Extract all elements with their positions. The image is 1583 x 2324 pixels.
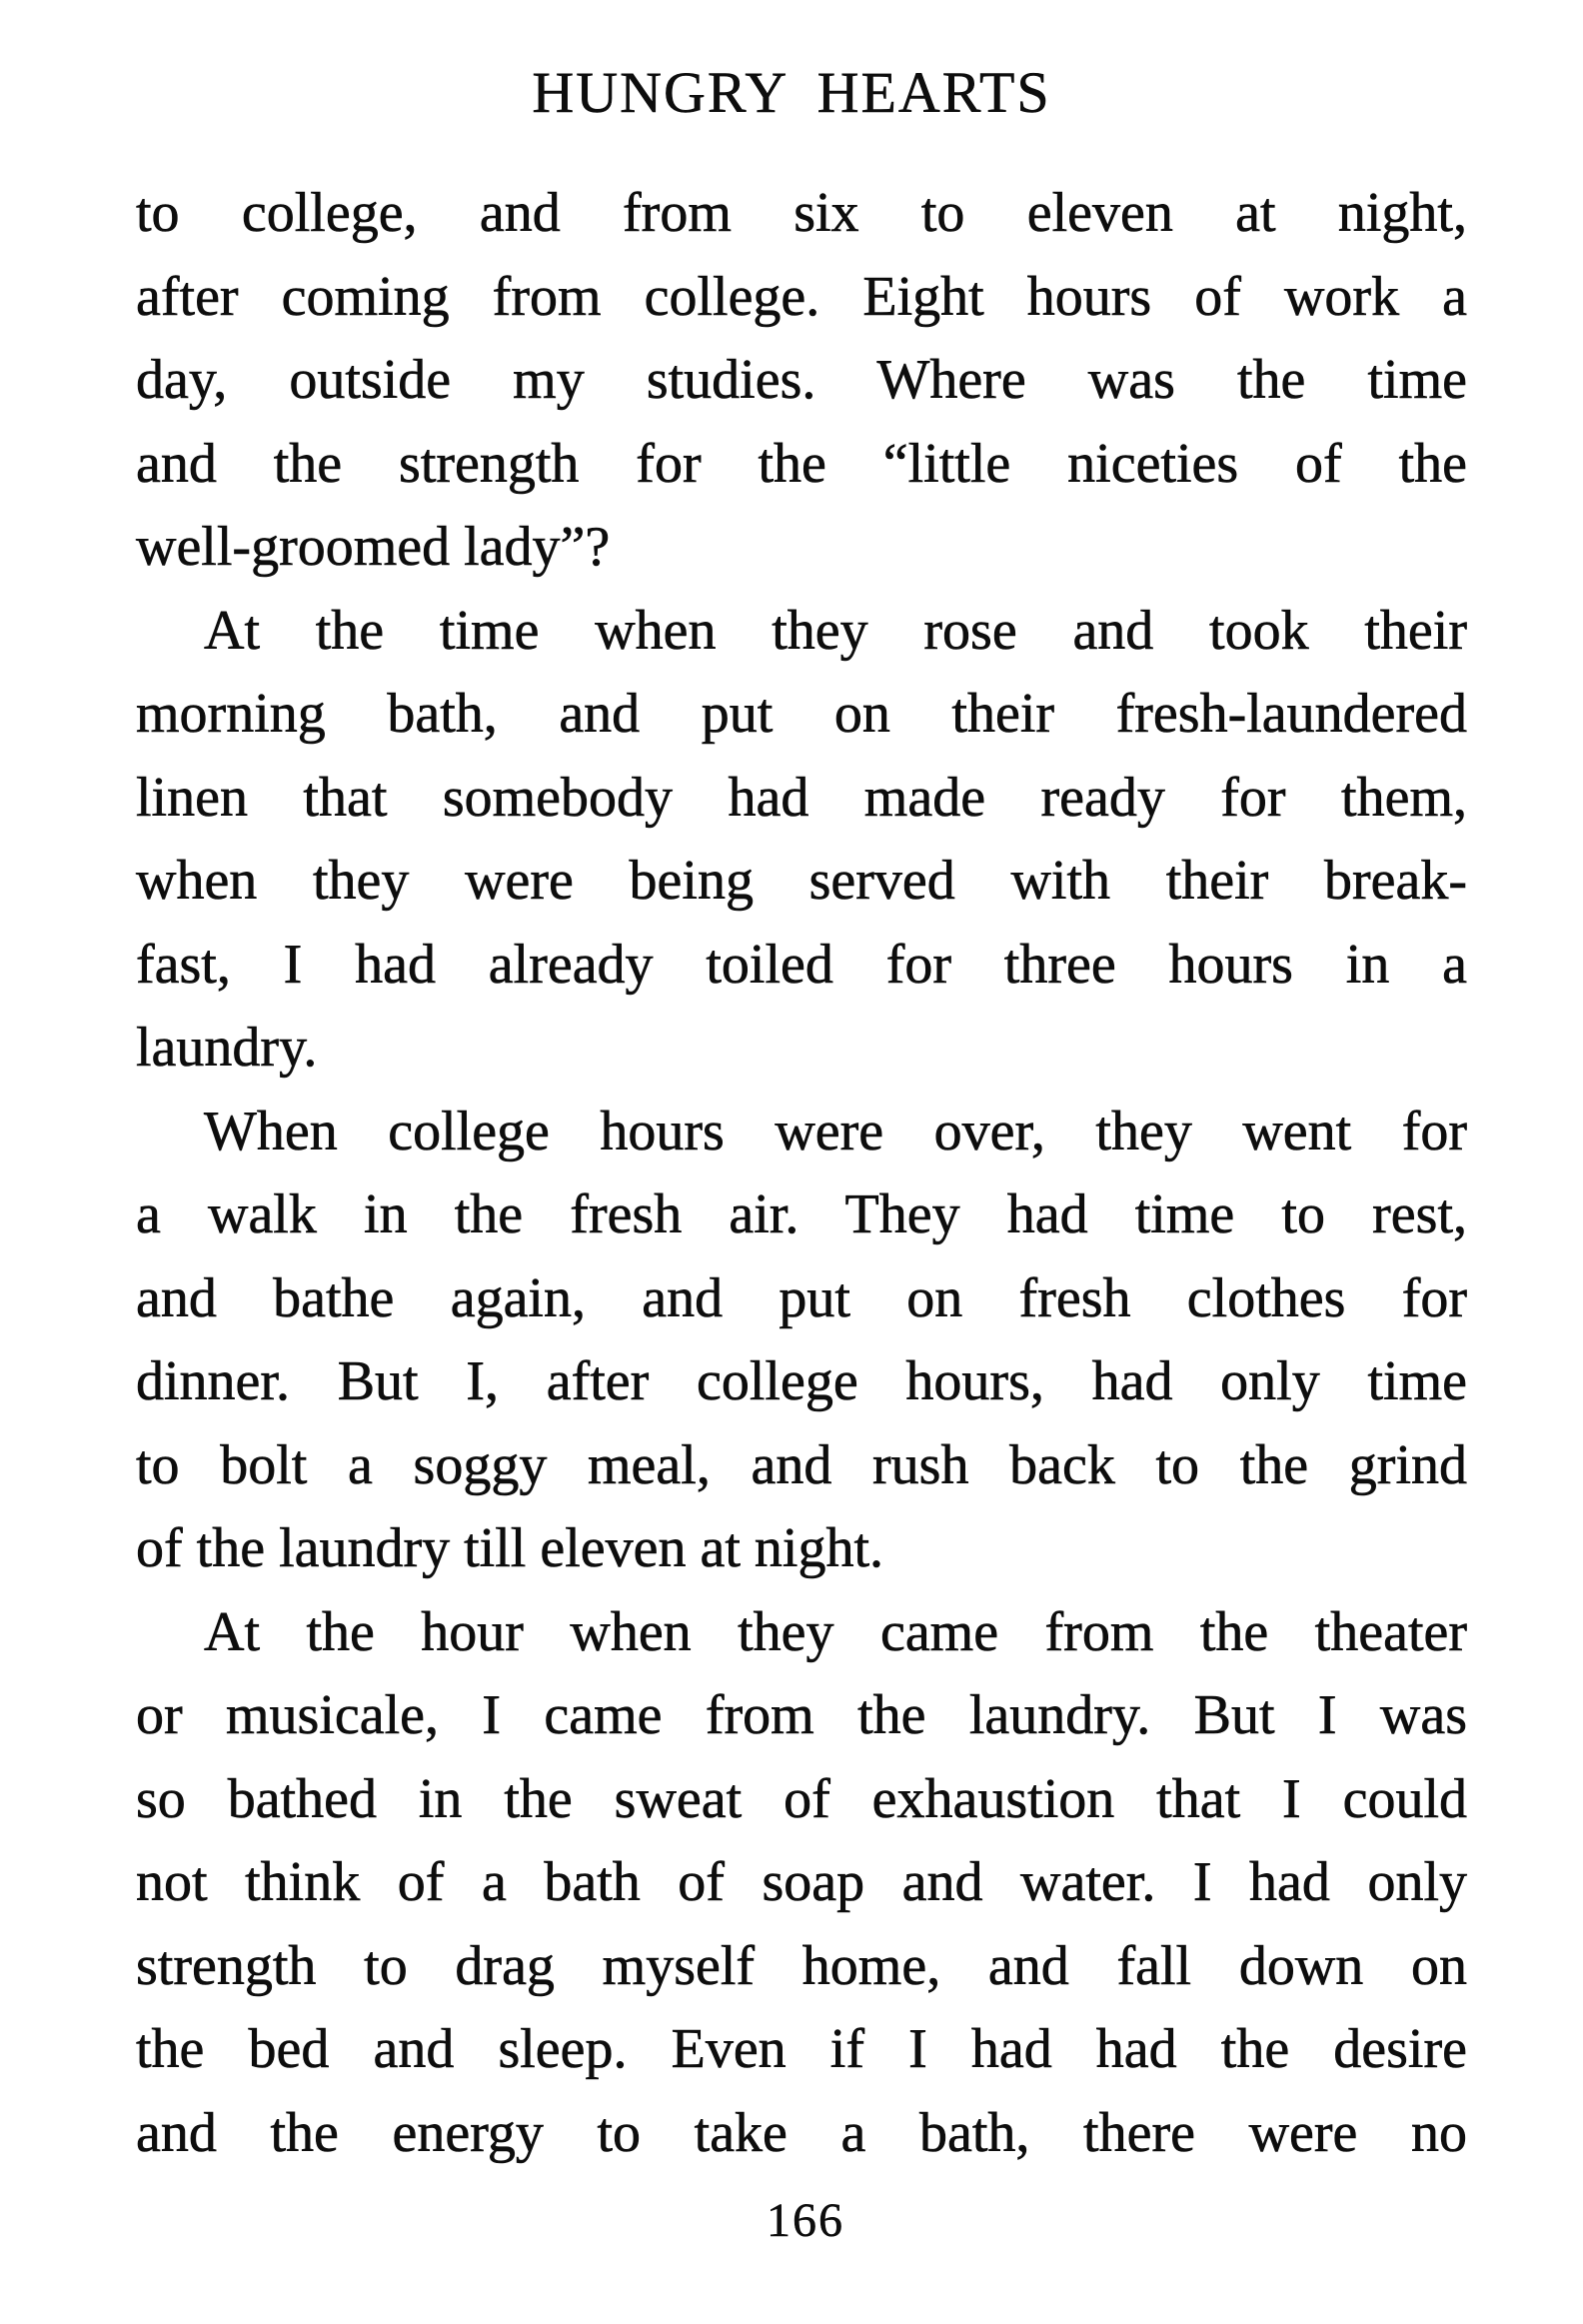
text-line: fast, I had already toiled for three hours in a	[136, 933, 1467, 996]
text-line: of the laundry till eleven at night.	[136, 1517, 884, 1579]
text-line: the bed and sleep. Even if I had had the desire	[136, 2018, 1467, 2080]
body-text	[136, 172, 1467, 2175]
text-line: morning bath, and put on their fresh-laundered	[136, 683, 1467, 745]
text-line: When college hours were over, they went for	[204, 1100, 1467, 1162]
text-line: strength to drag myself home, and fall down on	[136, 1934, 1467, 1997]
text-line: a walk in the fresh air. They had time to rest,	[136, 1183, 1467, 1245]
text-line: after coming from college. Eight hours of work a	[136, 265, 1467, 328]
text-line: so bathed in the sweat of exhaustion that I could	[136, 1767, 1467, 1830]
text-line: not think of a bath of soap and water. I had only	[136, 1851, 1467, 1913]
text-line: linen that somebody had made ready for them,	[136, 766, 1467, 829]
text-line: and the energy to take a bath, there were no	[136, 2101, 1467, 2164]
text-line: and the strength for the “little niceties of the	[136, 432, 1467, 495]
text-line: well-groomed lady”?	[136, 516, 611, 578]
text-line: to bolt a soggy meal, and rush back to the grind	[136, 1433, 1467, 1496]
text-line: At the time when they rose and took their	[204, 599, 1467, 662]
text-line: and bathe again, and put on fresh clothes for	[136, 1266, 1467, 1329]
text-line: or musicale, I came from the laundry. But I was	[136, 1684, 1467, 1746]
text-line: dinner. But I, after college hours, had only time	[136, 1350, 1467, 1412]
text-line: day, outside my studies. Where was the time	[136, 349, 1467, 411]
text-line: At the hour when they came from the theater	[204, 1600, 1467, 1663]
page-number: 166	[767, 2194, 844, 2247]
text-line: to college, and from six to eleven at night,	[136, 182, 1467, 244]
text-line: laundry.	[136, 1017, 318, 1079]
text-line: when they were being served with their break-	[136, 850, 1467, 912]
running-header: HUNGRY HEARTS	[532, 60, 1051, 125]
